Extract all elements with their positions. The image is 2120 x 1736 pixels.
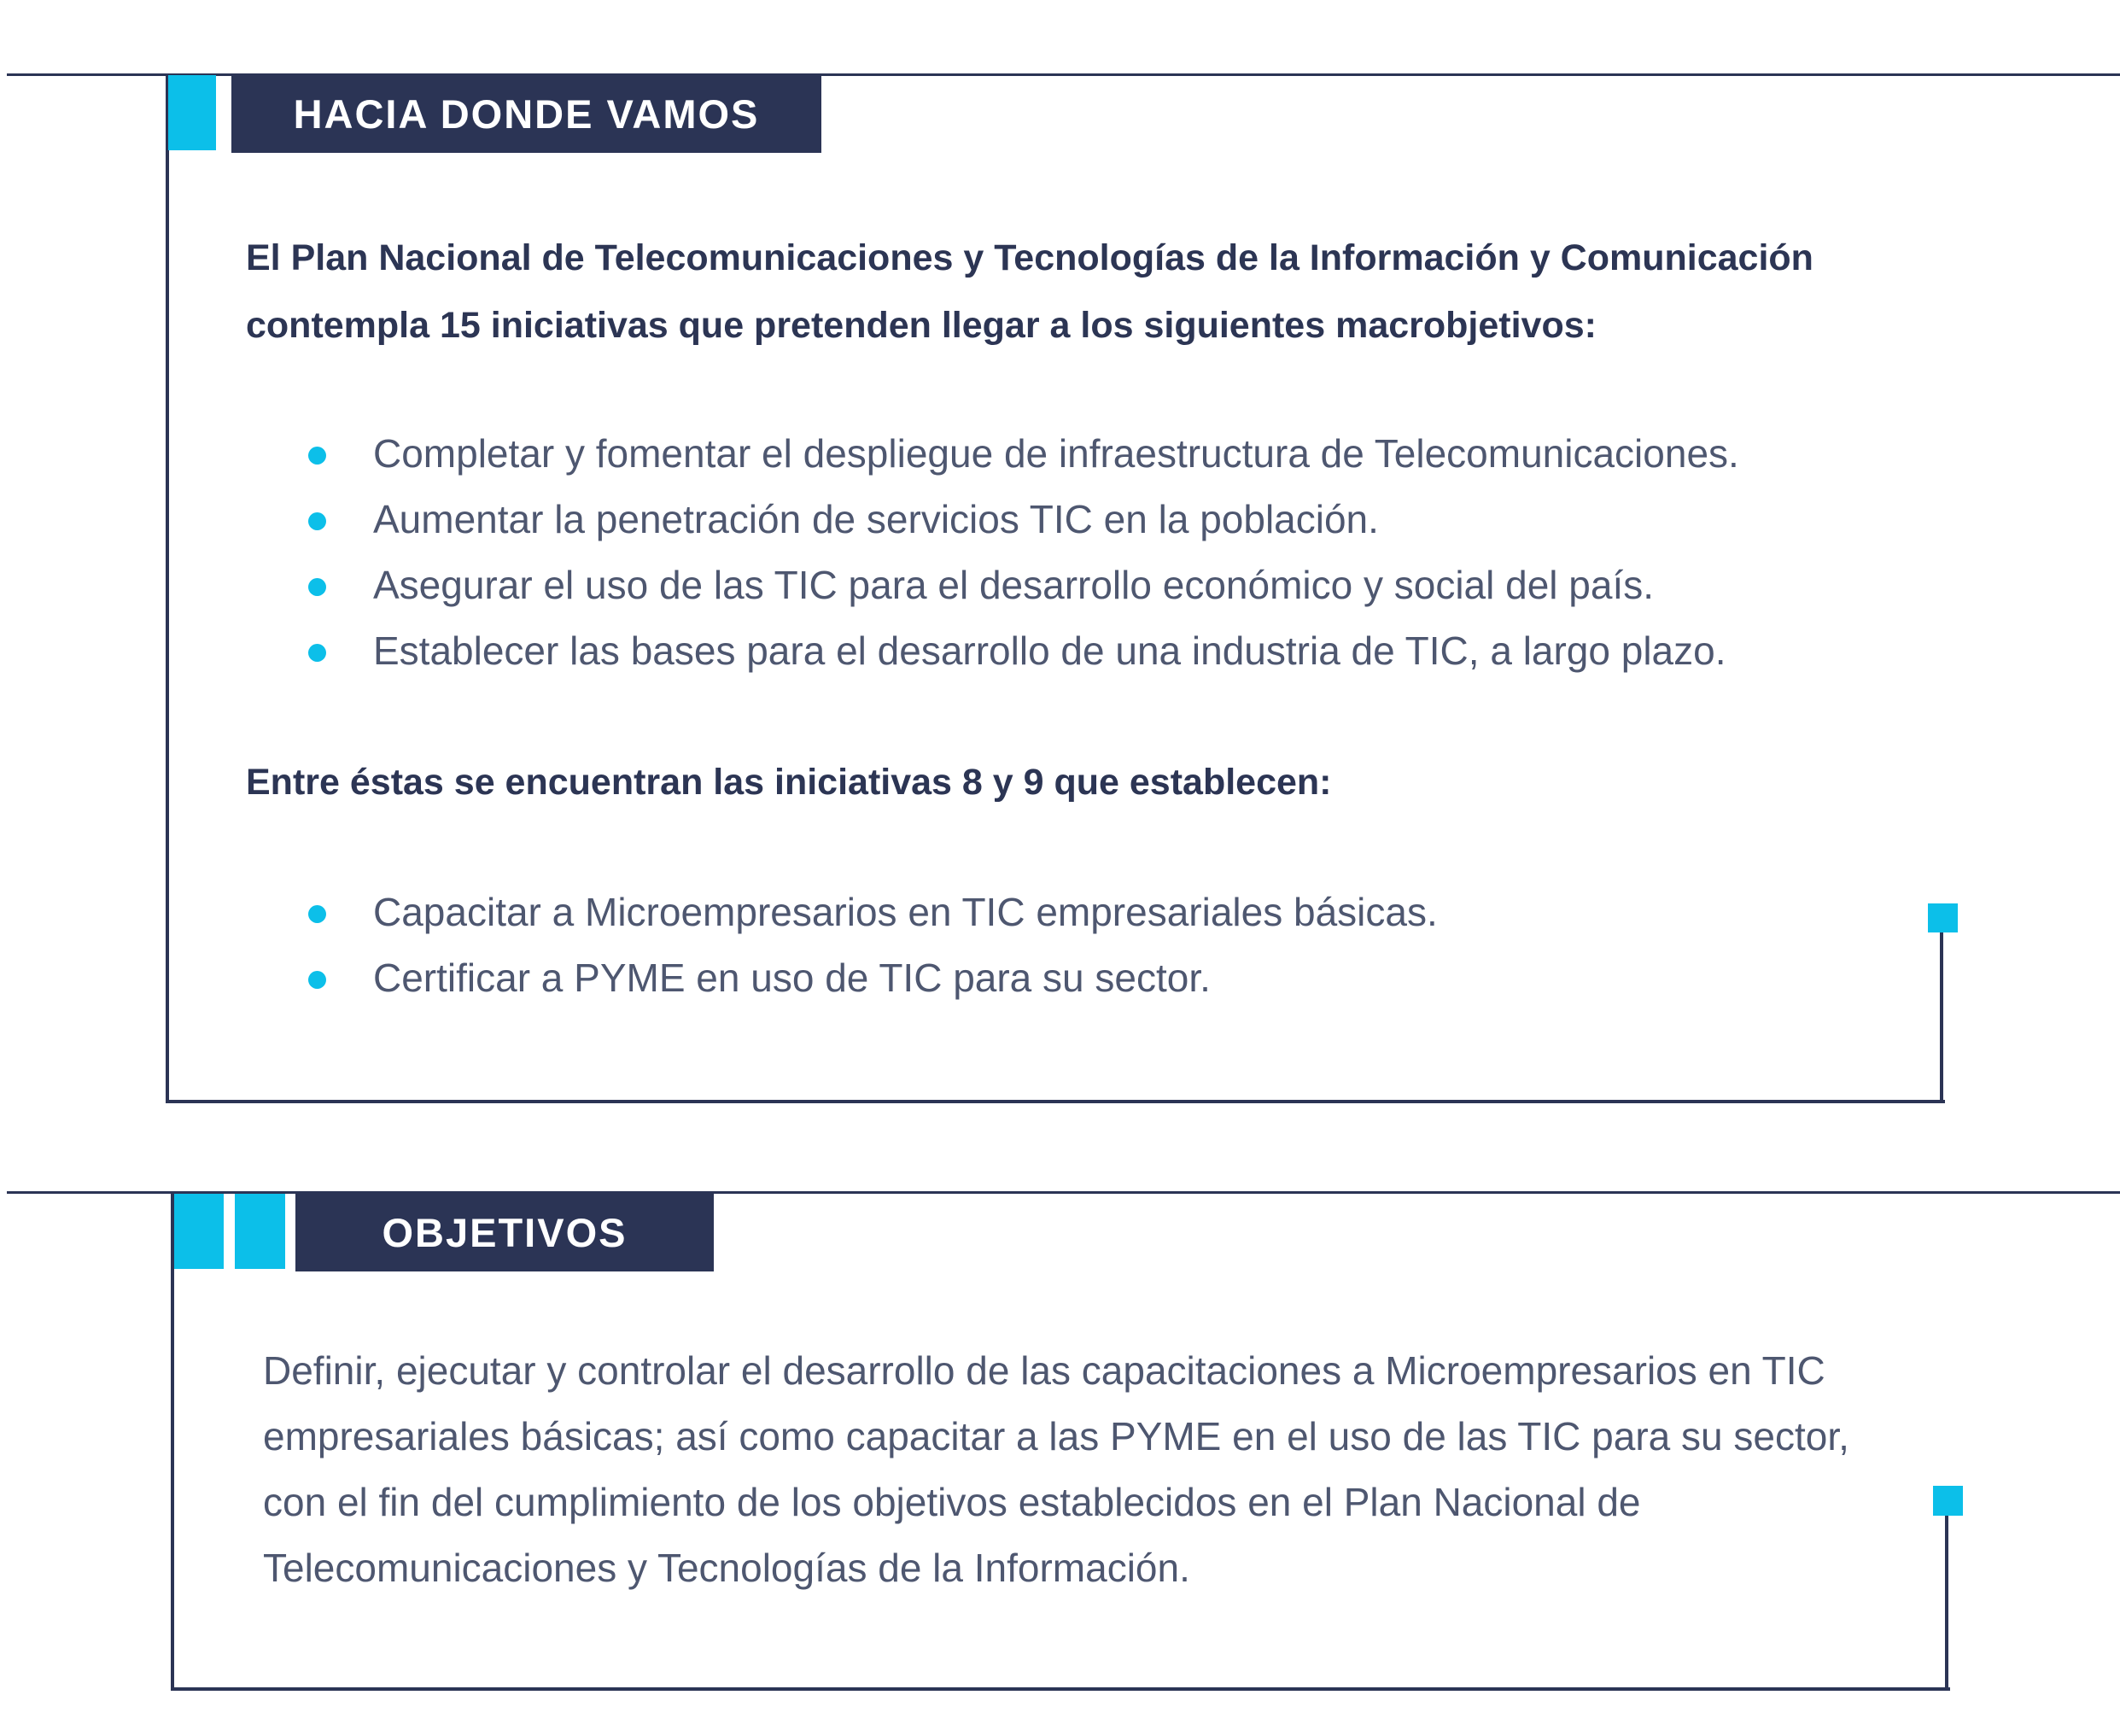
initiatives-list bbox=[373, 880, 1893, 1011]
bullet-icon bbox=[308, 578, 326, 596]
objectives-list bbox=[373, 421, 1927, 684]
list-item: Completar y fomentar el despliegue de infraestructura de Telecomunicaciones. bbox=[373, 421, 1927, 487]
section1-corner-square bbox=[1928, 903, 1958, 932]
section2-title: OBJETIVOS bbox=[295, 1194, 714, 1271]
section1-subheading: Entre éstas se encuentran las iniciativas 8 y 9 que establecen: bbox=[246, 762, 1332, 803]
section2-accent-bar-2 bbox=[235, 1194, 285, 1269]
bullet-icon bbox=[308, 447, 326, 465]
section1-accent-bar bbox=[168, 75, 216, 150]
bullet-icon bbox=[308, 971, 326, 989]
list-item: Asegurar el uso de las TIC para el desarrollo económico y social del país. bbox=[373, 552, 1927, 618]
bullet-icon bbox=[308, 512, 326, 530]
section1-frame-right bbox=[1940, 929, 1943, 1103]
bullet-icon bbox=[308, 905, 326, 923]
list-item: Aumentar la penetración de servicios TIC en la población. bbox=[373, 487, 1927, 552]
list-item: Capacitar a Microempresarios en TIC empresariales básicas. bbox=[373, 880, 1893, 945]
section2-corner-square bbox=[1933, 1486, 1963, 1516]
list-item: Certificar a PYME en uso de TIC para su sector. bbox=[373, 945, 1893, 1011]
section2-accent-bar-1 bbox=[174, 1194, 224, 1269]
section2-frame-right bbox=[1945, 1513, 1948, 1691]
bullet-icon bbox=[308, 644, 326, 662]
section1-title: HACIA DONDE VAMOS bbox=[231, 75, 821, 153]
section1-intro: El Plan Nacional de Telecomunicaciones y Tecnologías de la Información y Comunicación contempla 15 iniciativas que pretenden llegar a los siguientes macrobjetivos: bbox=[246, 237, 1813, 346]
section2-body: Definir, ejecutar y controlar el desarrollo de las capacitaciones a Microempresarios en TIC empresariales básicas; así como capacitar a las PYME en el uso de las TIC para su sector, con el fin del cumplimiento de los objetivos establecidos en el Plan Nacional de Telecomunicaciones y Tecnologías de la Información. bbox=[263, 1348, 1849, 1590]
list-item: Establecer las bases para el desarrollo de una industria de TIC, a largo plazo. bbox=[373, 618, 1927, 684]
